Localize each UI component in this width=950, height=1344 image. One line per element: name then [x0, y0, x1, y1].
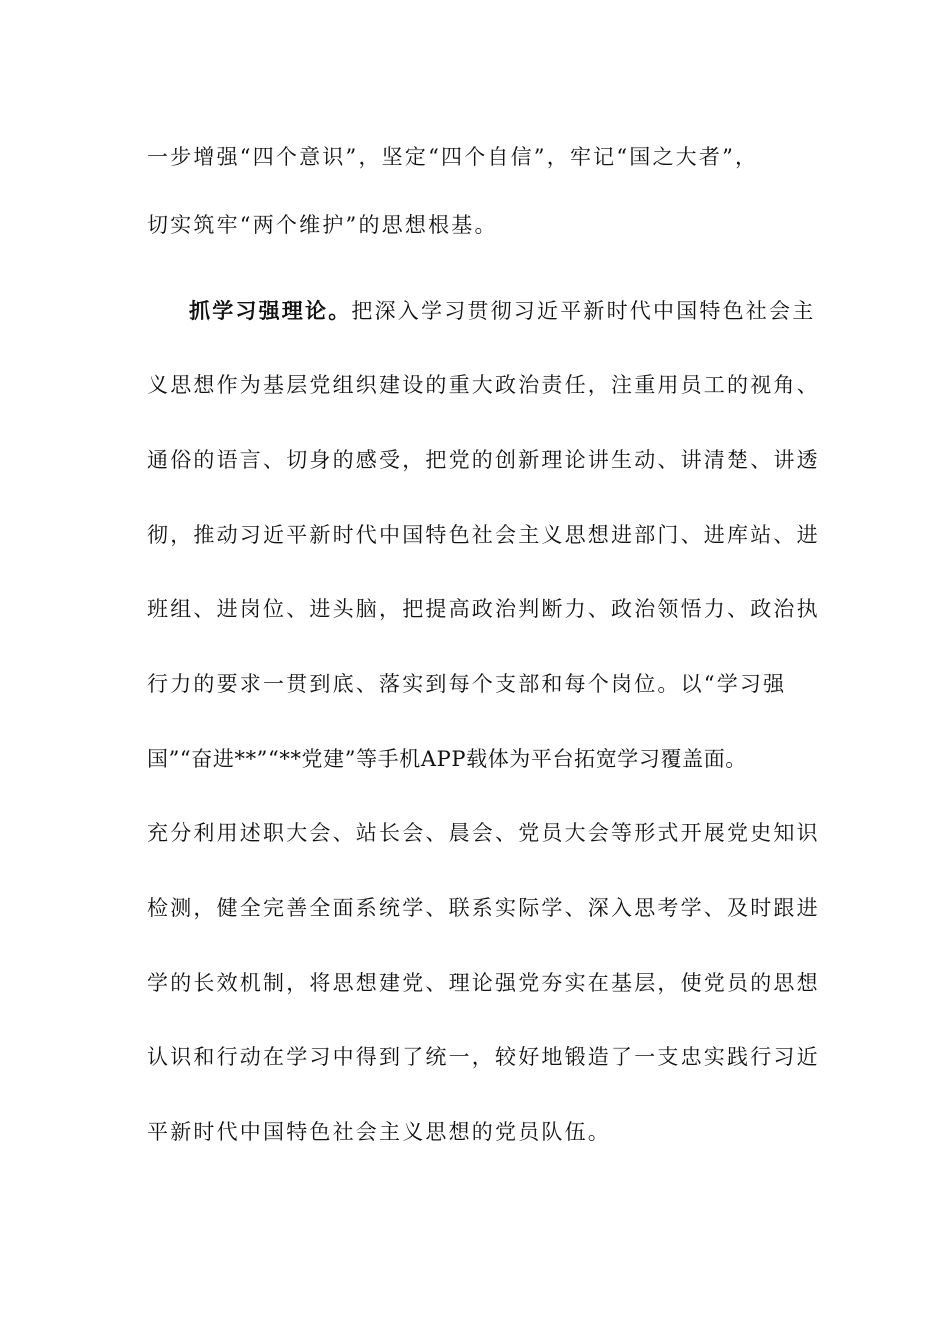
paragraph-2-line-4: 彻，推动习近平新时代中国特色社会主义思想进部门、进库站、进 [147, 523, 820, 547]
paragraph-2-line-11: 认识和行动在学习中得到了统一，较好地锻造了一支忠实践行习近 [147, 1045, 820, 1069]
paragraph-2-line-9: 检测，健全完善全面系统学、联系实际学、深入思考学、及时跟进 [147, 896, 820, 920]
paragraph-2-line-6: 行力的要求一贯到底、落实到每个支部和每个岗位。以“学习强 [147, 672, 787, 696]
paragraph-2-line-7: 国”“奋进**”“**党建”等手机APP载体为平台拓宽学习覆盖面。 [147, 747, 747, 771]
paragraph-2-line-2: 义思想作为基层党组织建设的重大政治责任，注重用员工的视角、 [147, 373, 820, 397]
paragraph-2-line-3: 通俗的语言、切身的感受，把党的创新理论讲生动、讲清楚、讲透 [147, 448, 820, 472]
paragraph-2-line-5: 班组、进岗位、进头脑，把提高政治判断力、政治领悟力、政治执 [147, 597, 820, 621]
paragraph-1-line-2: 切实筑牢“两个维护”的思想根基。 [147, 213, 498, 237]
paragraph-2-line-10: 学的长效机制，将思想建党、理论强党夯实在基层，使党员的思想 [147, 971, 820, 995]
paragraph-2-line-8: 充分利用述职大会、站长会、晨会、党员大会等形式开展党史知识 [147, 821, 820, 845]
paragraph-2-first-line-text: 把深入学习贯彻习近平新时代中国特色社会主 [351, 299, 816, 323]
paragraph-2-line-1 [189, 296, 815, 326]
paragraph-2-heading: 抓学习强理论。 [189, 298, 352, 323]
paragraph-2-line-12: 平新时代中国特色社会主义思想的党员队伍。 [147, 1120, 611, 1144]
paragraph-1-line-1: 一步增强“四个意识”，坚定“四个自信”，牢记“国之大者”， [147, 145, 759, 169]
